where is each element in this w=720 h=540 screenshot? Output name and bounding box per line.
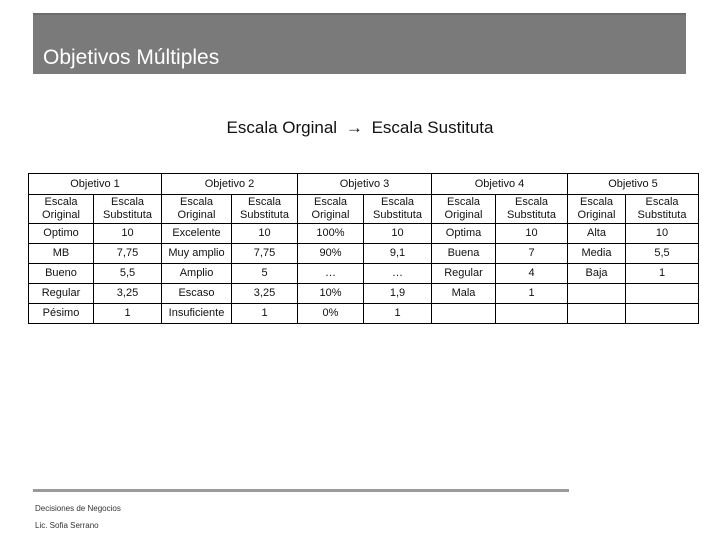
- objective-header: Objetivo 4: [432, 174, 568, 195]
- table-cell: Muy amplio: [162, 244, 232, 264]
- column-header: Escala Original: [162, 195, 232, 224]
- table-cell: [496, 304, 568, 324]
- table-cell: 10%: [298, 284, 364, 304]
- table-cell: [568, 284, 626, 304]
- column-header: Escala Substituta: [496, 195, 568, 224]
- table-cell: 10: [364, 224, 432, 244]
- table-cell: 7,75: [94, 244, 162, 264]
- column-header: Escala Original: [432, 195, 496, 224]
- column-headers-row: [29, 195, 699, 224]
- table-cell: 1: [364, 304, 432, 324]
- table-cell: 7,75: [232, 244, 298, 264]
- table-cell: 10: [626, 224, 699, 244]
- objective-header: Objetivo 3: [298, 174, 432, 195]
- table-cell: MB: [29, 244, 94, 264]
- objective-header: Objetivo 1: [29, 174, 162, 195]
- subtitle-original-scale: Escala Orginal: [226, 118, 338, 137]
- column-header: Escala Original: [568, 195, 626, 224]
- table-cell: Mala: [432, 284, 496, 304]
- table-cell: 10: [496, 224, 568, 244]
- table-cell: 0%: [298, 304, 364, 324]
- scales-table: [28, 173, 699, 324]
- column-header: Escala Original: [298, 195, 364, 224]
- table-cell: 10: [232, 224, 298, 244]
- table-row: [29, 224, 699, 244]
- column-header: Escala Substituta: [232, 195, 298, 224]
- table-cell: …: [298, 264, 364, 284]
- arrow-right-icon: →: [345, 118, 363, 137]
- table-cell: …: [364, 264, 432, 284]
- table-cell: Excelente: [162, 224, 232, 244]
- table-cell: 7: [496, 244, 568, 264]
- table-cell: 3,25: [94, 284, 162, 304]
- table-cell: Optimo: [29, 224, 94, 244]
- table-cell: [626, 284, 699, 304]
- table-row: [29, 264, 699, 284]
- footer-author: Lic. Sofia Serrano: [35, 521, 99, 530]
- table-cell: 3,25: [232, 284, 298, 304]
- table-cell: 1,9: [364, 284, 432, 304]
- table-cell: [568, 304, 626, 324]
- table-row: [29, 304, 699, 324]
- table-cell: 1: [232, 304, 298, 324]
- table-cell: Regular: [29, 284, 94, 304]
- table-cell: Regular: [432, 264, 496, 284]
- objectives-row: [29, 174, 699, 195]
- table-cell: 5: [232, 264, 298, 284]
- table-cell: Alta: [568, 224, 626, 244]
- table-cell: 5,5: [626, 244, 699, 264]
- table-cell: 1: [626, 264, 699, 284]
- table-cell: Pésimo: [29, 304, 94, 324]
- table-cell: Insuficiente: [162, 304, 232, 324]
- table-cell: Optima: [432, 224, 496, 244]
- table-cell: Baja: [568, 264, 626, 284]
- table-cell: 100%: [298, 224, 364, 244]
- table-cell: 1: [94, 304, 162, 324]
- table-cell: Buena: [432, 244, 496, 264]
- column-header: Escala Substituta: [94, 195, 162, 224]
- table-cell: Escaso: [162, 284, 232, 304]
- objective-header: Objetivo 5: [568, 174, 699, 195]
- table-cell: 1: [496, 284, 568, 304]
- subtitle: [0, 118, 720, 138]
- table-cell: [626, 304, 699, 324]
- table-cell: 10: [94, 224, 162, 244]
- column-header: Escala Original: [29, 195, 94, 224]
- subtitle-substitute-scale: Escala Sustituta: [371, 118, 494, 137]
- table-cell: [432, 304, 496, 324]
- table-cell: 5,5: [94, 264, 162, 284]
- column-header: Escala Substituta: [626, 195, 699, 224]
- table-cell: 9,1: [364, 244, 432, 264]
- table-cell: 4: [496, 264, 568, 284]
- table-cell: Amplio: [162, 264, 232, 284]
- table-cell: 90%: [298, 244, 364, 264]
- column-header: Escala Substituta: [364, 195, 432, 224]
- table-row: [29, 284, 699, 304]
- table-row: [29, 244, 699, 264]
- table-cell: Bueno: [29, 264, 94, 284]
- footer-divider: [33, 489, 569, 492]
- page-title: Objetivos Múltiples: [43, 46, 220, 69]
- footer-course: Decisiones de Negocios: [35, 504, 121, 513]
- objective-header: Objetivo 2: [162, 174, 298, 195]
- table-cell: Media: [568, 244, 626, 264]
- title-bar: [33, 13, 686, 74]
